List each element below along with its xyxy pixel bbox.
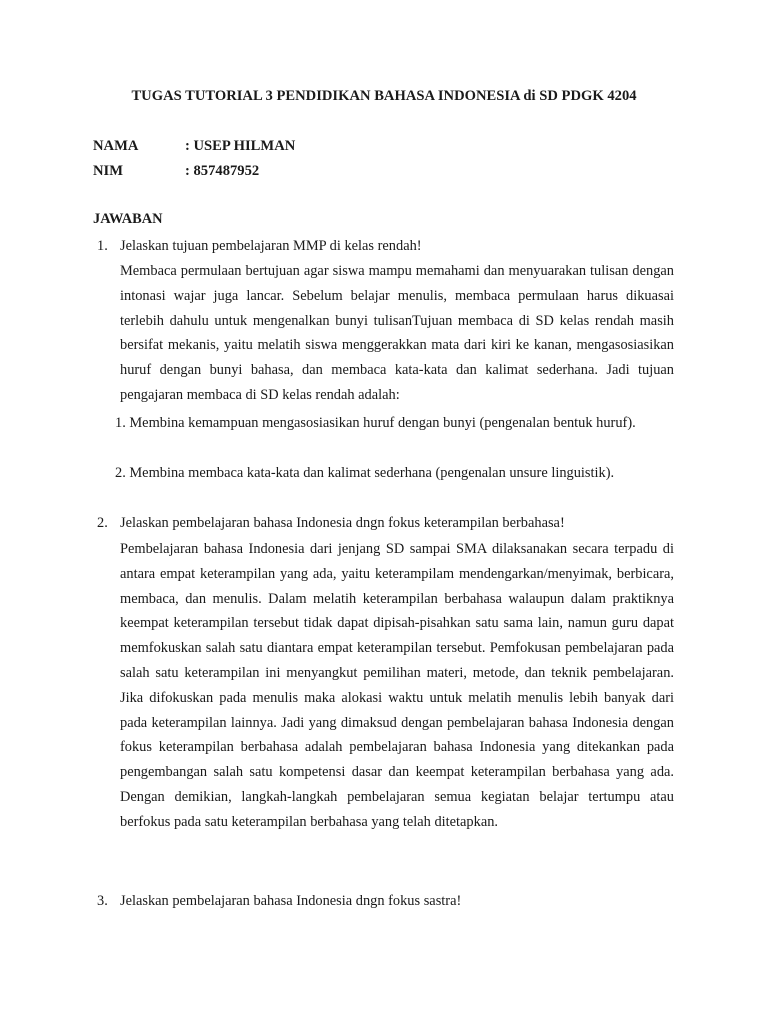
question-text: Jelaskan tujuan pembelajaran MMP di kelas rendah! bbox=[120, 238, 422, 254]
name-row bbox=[93, 138, 295, 155]
question-1 bbox=[97, 238, 422, 255]
nim-row bbox=[93, 163, 259, 180]
document-title: TUGAS TUTORIAL 3 PENDIDIKAN BAHASA INDONESIA di SD PDGK 4204 bbox=[131, 88, 637, 104]
question-number: 2. bbox=[97, 515, 108, 531]
question-text: Jelaskan pembelajaran bahasa Indonesia dngn fokus keterampilan berbahasa! bbox=[120, 515, 565, 531]
question-number: 1. bbox=[97, 238, 108, 254]
question-text: Jelaskan pembelajaran bahasa Indonesia dngn fokus sastra! bbox=[120, 893, 462, 909]
answer-1: Membaca permulaan bertujuan agar siswa mampu memahami dan menyuarakan tulisan dengan intonasi wajar juga lancar. Sebelum belajar menulis, membaca permulaan harus dikuasai terlebih dahulu untuk mengenalkan bunyi tulisanTujuan membaca di SD kelas rendah masih bersifat mekanis, yaitu melatih siswa menggerakkan mata dari kiri ke kanan, mengasosiasikan huruf dengan bunyi bahasa, dan membaca kata-kata dan kalimat sederhana. Jadi tujuan pengajaran membaca di SD kelas rendah adalah: bbox=[120, 263, 674, 403]
answer-1-subitem-2: 2. Membina membaca kata-kata dan kalimat sederhana (pengenalan unsure linguistik). bbox=[115, 465, 615, 481]
answer-1-subitem-1: 1. Membina kemampuan mengasosiasikan huruf dengan bunyi (pengenalan bentuk huruf). bbox=[115, 415, 636, 431]
answer-2: Pembelajaran bahasa Indonesia dari jenjang SD sampai SMA dilaksanakan secara terpadu di antara empat keterampilan yang ada, yaitu keterampilam mendengarkan/menyimak, berbicara, membaca, dan menulis. Dalam melatih keterampilan berbahasa walaupun dalam praktiknya keempat keterampilan tersebut tidak dapat dipisah-pisahkan satu sama lain, namun guru dapat memfokuskan salah satu diantara empat keterampilan tersebut. Pemfokusan pembelajaran pada salah satu keterampilan ini menyangkut pemilihan materi, metode, dan teknik pembelajaran. Jika difokuskan pada menulis maka alokasi waktu untuk melatih menulis lebih banyak dari pada keterampilan lainnya. Jadi yang dimaksud dengan pembelajaran bahasa Indonesia dengan fokus keterampilan berbahasa adalah pembelajaran bahasa Indonesia yang ditekankan pada pengembangan salah satu kompetensi dasar dan keempat keterampilan berbahasa yang ada. Dengan demikian, langkah-langkah pembelajaran semua kegiatan belajar tertumpu atau berfokus pada satu keterampilan berbahasa yang telah ditetapkan. bbox=[120, 541, 674, 830]
question-3 bbox=[97, 893, 461, 910]
name-value: : USEP HILMAN bbox=[185, 138, 296, 154]
question-number: 3. bbox=[97, 893, 108, 909]
name-label: NAMA bbox=[93, 138, 139, 154]
nim-label: NIM bbox=[93, 163, 123, 179]
question-2 bbox=[97, 515, 565, 532]
answers-heading: JAWABAN bbox=[93, 211, 163, 227]
nim-value: : 857487952 bbox=[185, 163, 260, 179]
